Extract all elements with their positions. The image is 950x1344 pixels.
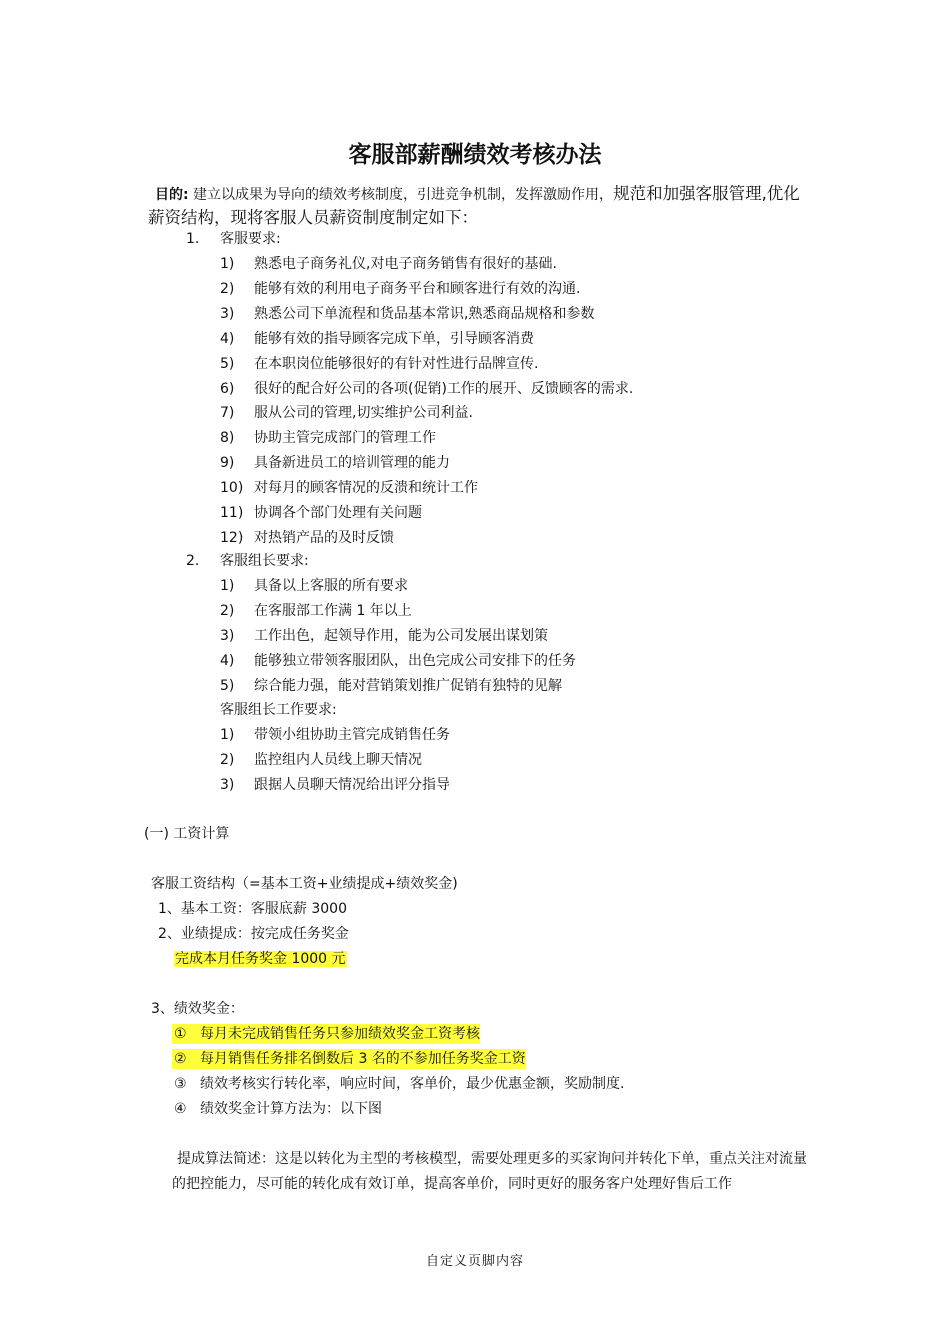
- section-1-number: 1.: [186, 231, 200, 247]
- commission-detail: [174, 949, 347, 969]
- salary-heading: (一) 工资计算: [144, 826, 230, 842]
- requirement-item-number: 1): [220, 256, 235, 272]
- requirement-item-number: 4): [220, 330, 235, 347]
- leader-requirement-item-text: 能够独立带领客服团队，出色完成公司安排下的任务: [254, 652, 576, 669]
- requirement-item-text: 在本职岗位能够很好的有针对性进行品牌宣传.: [254, 355, 539, 372]
- bonus-item-number: ①: [174, 1026, 187, 1042]
- section-2-number: 2.: [186, 553, 200, 569]
- requirement-item-text: 对热销产品的及时反馈: [254, 529, 394, 546]
- requirement-item-number: 3): [220, 305, 235, 322]
- purpose-line-2: 薪资结构，现将客服人员薪资制度制定如下：: [148, 208, 478, 227]
- requirement-item-text: 协助主管完成部门的管理工作: [254, 430, 436, 447]
- salary-commission: 2、业绩提成：按完成任务奖金: [158, 926, 349, 942]
- section-1-heading: 客服要求:: [220, 231, 281, 247]
- purpose-line-1: [155, 180, 800, 204]
- leader-requirement-item-text: 综合能力强，能对营销策划推广促销有独特的见解: [254, 677, 562, 694]
- bonus-item-text: 每月销售任务排名倒数后 3 名的不参加任务奖金工资: [200, 1051, 526, 1067]
- description-line-2: 的把控能力，尽可能的转化成有效订单，提高客单价，同时更好的服务客户处理好售后工作: [172, 1176, 732, 1192]
- leader-requirement-item-text: 在客服部工作满 1 年以上: [254, 602, 412, 619]
- bonus-item-number: ③: [174, 1076, 187, 1092]
- requirement-item-number: 11): [220, 505, 244, 521]
- leader-work-heading: 客服组长工作要求:: [220, 702, 337, 718]
- bonus-heading: 3、绩效奖金：: [151, 1001, 244, 1017]
- requirement-item-text: 能够有效的指导顾客完成下单，引导顾客消费: [254, 330, 534, 347]
- requirement-item-number: 10): [220, 480, 244, 497]
- requirement-item-number: 9): [220, 455, 235, 472]
- commission-detail-text: 完成本月任务奖金 1000 元: [175, 951, 346, 967]
- salary-structure: 客服工资结构（=基本工资+业绩提成+绩效奖金): [151, 876, 458, 892]
- requirement-item-text: 具备新进员工的培训管理的能力: [254, 455, 450, 472]
- leader-work-item-text: 监控组内人员线上聊天情况: [254, 751, 422, 768]
- bonus-item-number: ②: [174, 1051, 187, 1067]
- section-2-heading: 客服组长要求:: [220, 553, 309, 569]
- requirement-item-text: 熟悉公司下单流程和货品基本常识,熟悉商品规格和参数: [254, 305, 595, 322]
- requirement-item-text: 熟悉电子商务礼仪,对电子商务销售有很好的基础.: [254, 256, 557, 272]
- leader-work-item-number: 2): [220, 751, 235, 768]
- purpose-label: 目的:: [155, 187, 189, 203]
- bonus-item-number: ④: [174, 1101, 187, 1117]
- leader-requirement-item-text: 工作出色，起领导作用，能为公司发展出谋划策: [254, 627, 548, 644]
- description-line-1: 提成算法简述：这是以转化为主型的考核模型，需要处理更多的买家询问并转化下单，重点关注对流量: [177, 1151, 807, 1167]
- leader-work-item-text: 跟据人员聊天情况给出评分指导: [254, 776, 450, 793]
- requirement-item-text: 服从公司的管理,切实维护公司利益.: [254, 405, 473, 422]
- leader-work-item-number: 3): [220, 776, 235, 793]
- requirement-item-text: 对每月的顾客情况的反溃和统计工作: [254, 480, 478, 497]
- leader-requirement-item-number: 1): [220, 578, 235, 594]
- bonus-item-text: 每月未完成销售任务只参加绩效奖金工资考核: [200, 1026, 480, 1042]
- requirement-item-number: 8): [220, 430, 235, 447]
- requirement-item-number: 5): [220, 355, 235, 372]
- purpose-text-a: 建立以成果为导向的绩效考核制度，引进竞争机制，发挥激励作用，: [188, 187, 614, 203]
- requirement-item-number: 6): [220, 380, 235, 397]
- requirement-item-number: 7): [220, 405, 235, 422]
- requirement-item-text: 很好的配合好公司的各项(促销)工作的展开、反馈顾客的需求.: [254, 380, 634, 397]
- leader-requirement-item-number: 4): [220, 652, 235, 669]
- purpose-text-b: 规范和加强客服管理,优化: [613, 184, 800, 203]
- document-title: 客服部薪酬绩效考核办法: [348, 142, 602, 168]
- bonus-item-text: 绩效考核实行转化率，响应时间，客单价，最少优惠金额，奖励制度.: [200, 1076, 625, 1092]
- bonus-item-text: 绩效奖金计算方法为：以下图: [200, 1101, 382, 1117]
- leader-work-item-text: 带领小组协助主管完成销售任务: [254, 727, 450, 743]
- salary-base: 1、基本工资：客服底薪 3000: [158, 901, 347, 917]
- leader-requirement-item-text: 具备以上客服的所有要求: [254, 578, 408, 594]
- page-footer: 自定义页脚内容: [425, 1254, 524, 1269]
- leader-requirement-item-number: 2): [220, 602, 235, 619]
- leader-requirement-item-number: 5): [220, 677, 235, 694]
- requirement-item-text: 能够有效的利用电子商务平台和顾客进行有效的沟通.: [254, 280, 581, 297]
- requirement-item-number: 2): [220, 280, 235, 297]
- requirement-item-number: 12): [220, 529, 244, 546]
- leader-work-item-number: 1): [220, 727, 235, 743]
- leader-requirement-item-number: 3): [220, 627, 235, 644]
- requirement-item-text: 协调各个部门处理有关问题: [254, 505, 422, 521]
